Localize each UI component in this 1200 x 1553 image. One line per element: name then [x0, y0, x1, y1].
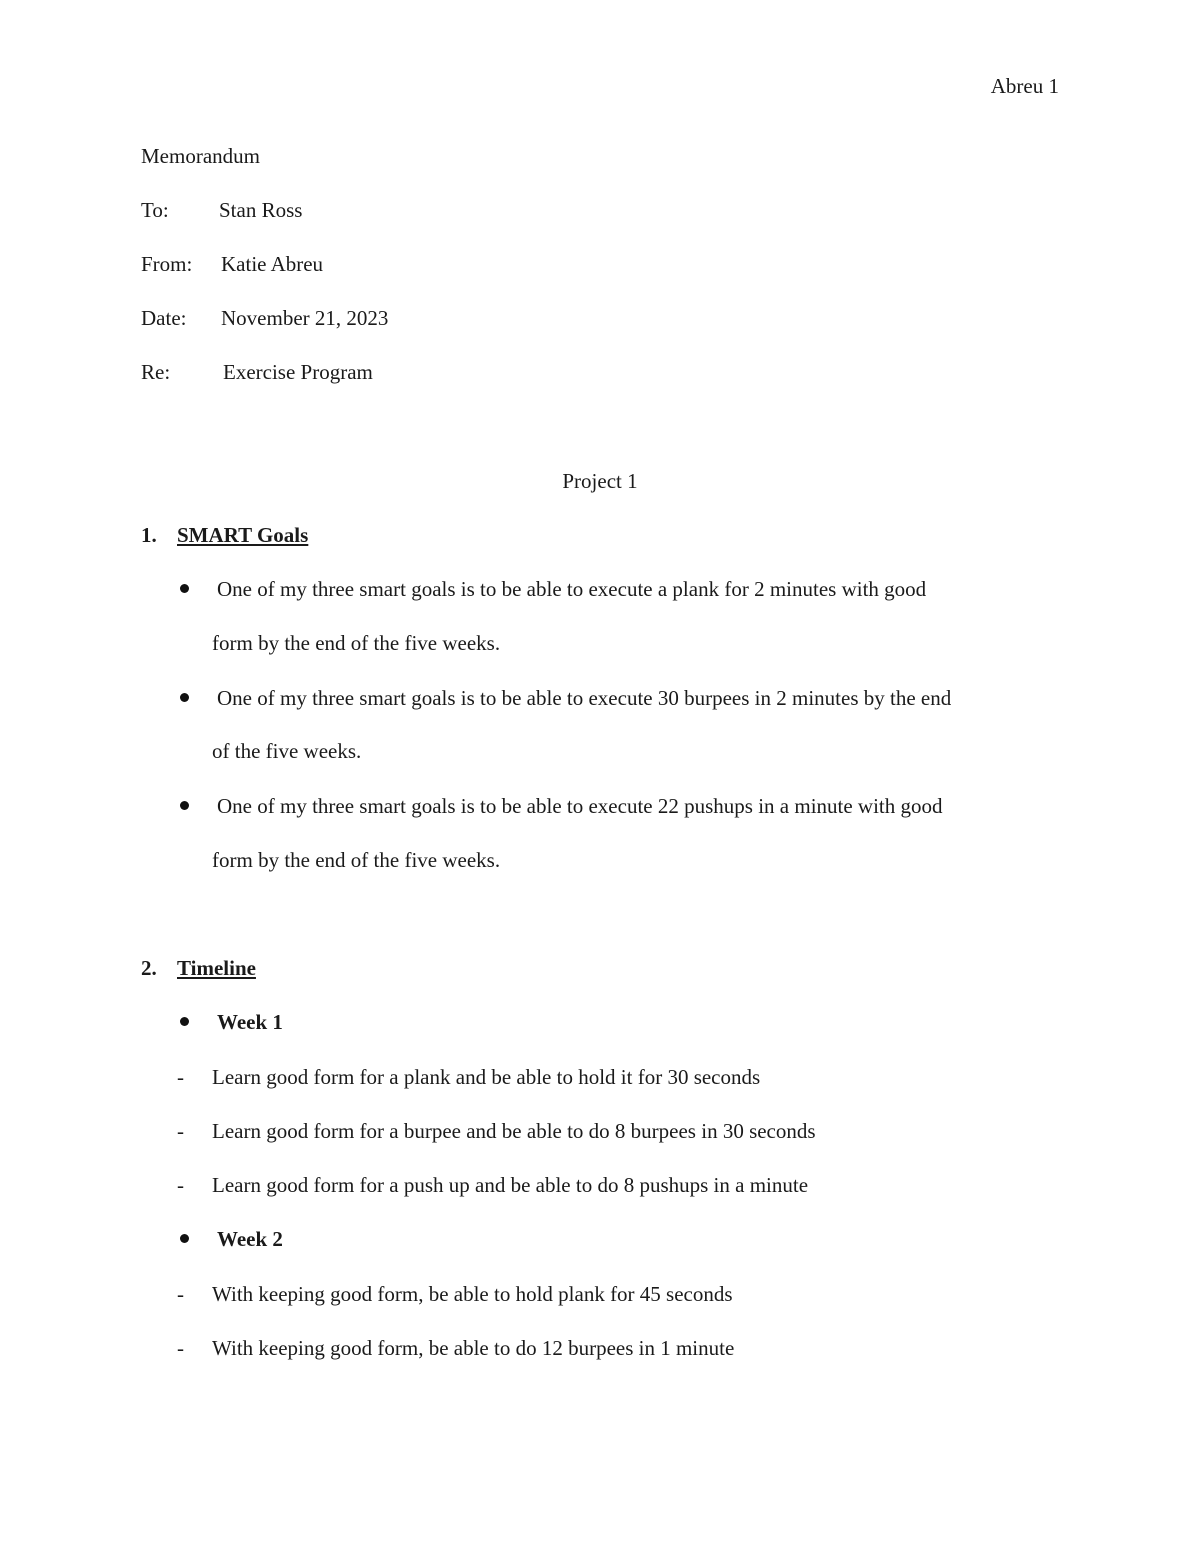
- section-title-smart-goals: SMART Goals: [177, 523, 309, 547]
- bullet-icon: [180, 1234, 189, 1243]
- task-item: With keeping good form, be able to hold plank for 45 seconds: [212, 1282, 733, 1306]
- section-title-timeline: Timeline: [177, 956, 256, 980]
- bullet-icon: [180, 801, 189, 810]
- goal-line-continued: of the five weeks.: [212, 739, 362, 763]
- week-label: Week 2: [217, 1227, 283, 1251]
- task-item: Learn good form for a burpee and be able to do 8 burpees in 30 seconds: [212, 1119, 816, 1143]
- memo-from-label: From:: [141, 252, 193, 276]
- task-item: Learn good form for a push up and be able to do 8 pushups in a minute: [212, 1173, 809, 1197]
- dash-icon: -: [177, 1336, 184, 1360]
- task-item: With keeping good form, be able to do 12 burpees in 1 minute: [212, 1336, 735, 1360]
- goal-line-continued: form by the end of the five weeks.: [212, 848, 501, 872]
- bullet-icon: [180, 1017, 189, 1026]
- memo-date-label: Date:: [141, 306, 187, 330]
- dash-icon: -: [177, 1065, 184, 1089]
- bullet-icon: [180, 693, 189, 702]
- task-item: Learn good form for a plank and be able to hold it for 30 seconds: [212, 1065, 761, 1089]
- week-label: Week 1: [217, 1010, 283, 1034]
- dash-icon: -: [177, 1173, 184, 1197]
- goal-line: One of my three smart goals is to be able to execute 22 pushups in a minute with good: [217, 794, 943, 818]
- page-number: Abreu 1: [990, 74, 1059, 98]
- section-number: 2.: [141, 956, 157, 980]
- memo-from-value: Katie Abreu: [221, 252, 324, 276]
- memo-date-value: November 21, 2023: [221, 306, 389, 330]
- dash-icon: -: [177, 1119, 184, 1143]
- dash-icon: -: [177, 1282, 184, 1306]
- project-title: Project 1: [562, 469, 638, 493]
- goal-line: One of my three smart goals is to be able to execute a plank for 2 minutes with good: [217, 577, 927, 601]
- memo-to-value: Stan Ross: [219, 198, 303, 222]
- memo-to-label: To:: [141, 198, 169, 222]
- section-number: 1.: [141, 523, 157, 547]
- memo-re-label: Re:: [141, 360, 171, 384]
- goal-line-continued: form by the end of the five weeks.: [212, 631, 501, 655]
- goal-line: One of my three smart goals is to be able to execute 30 burpees in 2 minutes by the end: [217, 686, 952, 710]
- memo-re-value: Exercise Program: [223, 360, 373, 384]
- memo-title: Memorandum: [141, 144, 260, 168]
- bullet-icon: [180, 584, 189, 593]
